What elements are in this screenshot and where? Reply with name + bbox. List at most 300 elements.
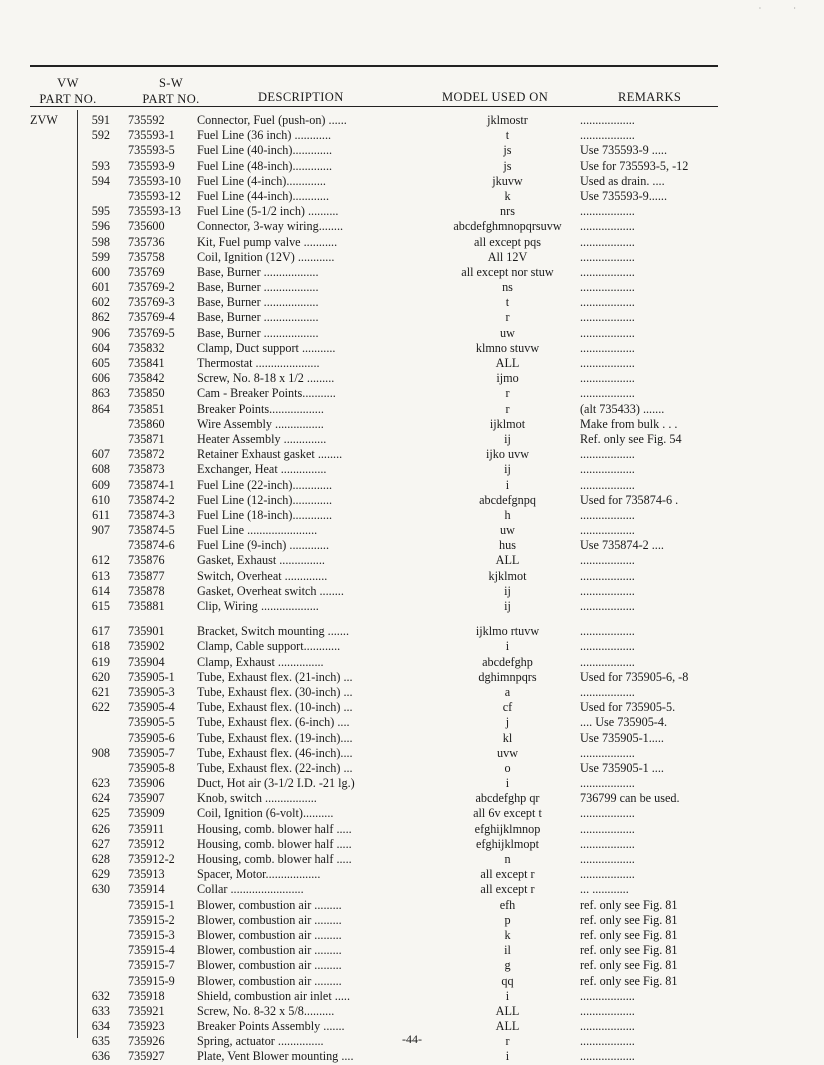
remarks: ..................: [580, 477, 635, 492]
description: Base, Burner ..................: [197, 264, 319, 279]
model-used-on: ALL: [495, 1019, 520, 1034]
sw-part-no: 735592: [128, 113, 165, 127]
sw-part-no: 735881: [128, 599, 165, 613]
model-used-on: klmno stuvw: [475, 340, 540, 355]
sw-part-no: 735915-1: [128, 897, 175, 912]
sw-part-no: 735905-4: [128, 700, 175, 715]
model-used-on: efghijklmnop: [474, 821, 541, 836]
remarks: ..................: [580, 1003, 635, 1018]
sw-part-no: 735874-5: [128, 523, 175, 538]
remarks: ..................: [580, 340, 635, 355]
model-used-on: ALL: [495, 1003, 520, 1018]
table-row: [0, 822, 824, 837]
model-used-on: abcdefghp qr: [475, 791, 540, 806]
table-row: [0, 943, 824, 958]
description: Connector, 3-way wiring........: [197, 219, 344, 234]
remarks: ..................: [580, 507, 635, 522]
vw-part-no: 592: [91, 128, 110, 143]
sw-part-no: 735912-2: [128, 852, 175, 866]
header-sw-line1: S-W: [158, 76, 184, 90]
remarks: ..................: [580, 128, 635, 143]
table-row: [0, 417, 824, 432]
vw-part-no: 622: [91, 700, 110, 715]
model-used-on: r: [505, 401, 510, 416]
header-sw-line2: PART NO.: [142, 92, 200, 106]
header-remarks: REMARKS: [618, 90, 682, 104]
vw-part-no: 863: [91, 386, 110, 401]
table-row: [0, 356, 824, 371]
sw-part-no: 735769-3: [128, 295, 175, 310]
description: Fuel Line (18-inch).............: [197, 507, 333, 522]
sw-part-no: 735914: [128, 882, 165, 897]
model-used-on: qq: [501, 973, 514, 988]
sw-part-no: 735593-12: [128, 188, 181, 203]
description: Coil, Ignition (6-volt)..........: [197, 806, 334, 821]
table-row: [0, 508, 824, 523]
table-row: [0, 569, 824, 584]
table-row: [0, 685, 824, 700]
vw-part-no: 621: [91, 684, 110, 699]
description: Breaker Points Assembly .......: [197, 1019, 345, 1034]
vw-part-no: 628: [91, 852, 110, 866]
table-row: [0, 898, 824, 913]
model-used-on: k: [504, 188, 511, 203]
remarks: ..................: [580, 1049, 635, 1064]
description: Base, Burner ..................: [197, 295, 319, 310]
remarks: Used for 735874-6 .: [580, 492, 679, 507]
remarks: ..................: [580, 1019, 635, 1034]
model-used-on: h: [504, 507, 511, 522]
remarks: ..................: [580, 386, 635, 401]
table-row: [0, 553, 824, 568]
table-row: [0, 731, 824, 746]
description: Exchanger, Heat ...............: [197, 462, 327, 477]
remarks: ..................: [580, 462, 635, 477]
remarks: ref. only see Fig. 81: [580, 897, 678, 912]
description: Tube, Exhaust flex. (19-inch)....: [197, 730, 353, 745]
vw-part-no: 605: [91, 356, 110, 370]
vw-part-no: 602: [91, 295, 110, 310]
sw-part-no: 735874-6: [128, 538, 175, 553]
table-row: [0, 867, 824, 882]
table-row: [0, 523, 824, 538]
model-used-on: ALL: [495, 553, 520, 568]
table-row: [0, 189, 824, 204]
model-used-on: ALL: [495, 356, 520, 370]
model-used-on: ij: [504, 462, 511, 477]
header-top-rule: [30, 65, 718, 67]
table-row: [0, 159, 824, 174]
description: Spring, actuator ...............: [197, 1034, 324, 1049]
model-used-on: All 12V: [487, 249, 528, 264]
sw-part-no: 735769-4: [128, 310, 175, 325]
table-row: [0, 265, 824, 280]
sw-part-no: 735923: [128, 1019, 165, 1034]
table-row: [0, 761, 824, 776]
model-used-on: r: [505, 386, 510, 401]
part-prefix: ZVW: [30, 113, 58, 127]
remarks: ..................: [580, 654, 635, 669]
description: Housing, comb. blower half .....: [197, 836, 352, 851]
table-row: [0, 806, 824, 821]
model-used-on: all 6v except t: [473, 806, 542, 821]
table-row: [0, 928, 824, 943]
vw-part-no: 625: [91, 806, 110, 821]
remarks: ..................: [580, 776, 635, 791]
description: Tube, Exhaust flex. (46-inch)....: [197, 745, 353, 760]
remarks: ..................: [580, 821, 635, 836]
remarks: Use 735905-1 ....: [580, 760, 664, 775]
model-used-on: i: [505, 776, 510, 791]
remarks: ..................: [580, 356, 635, 370]
sw-part-no: 735736: [128, 234, 165, 249]
description: Spacer, Motor..................: [197, 867, 321, 882]
sw-part-no: 735769-5: [128, 325, 175, 340]
sw-part-no: 735918: [128, 988, 165, 1003]
vw-part-no: 593: [91, 158, 110, 173]
sw-part-no: 735905-6: [128, 730, 175, 745]
table-row: [0, 852, 824, 867]
model-used-on: abcdefgnpq: [479, 492, 536, 507]
table-row: [0, 219, 824, 234]
vw-part-no: 624: [91, 791, 110, 806]
sw-part-no: 735874-2: [128, 492, 175, 507]
table-row: [0, 700, 824, 715]
remarks: ..................: [580, 371, 635, 386]
description: Fuel Line (4-inch).............: [197, 173, 326, 188]
table-row: [0, 1004, 824, 1019]
model-used-on: ijklmo rtuvw: [475, 624, 540, 639]
description: Fuel Line .......................: [197, 523, 318, 538]
table-row: [0, 958, 824, 973]
remarks: ..................: [580, 745, 635, 760]
model-used-on: k: [504, 927, 511, 942]
description: Clamp, Cable support............: [197, 639, 341, 654]
remarks: 736799 can be used.: [580, 791, 680, 806]
table-row: [0, 584, 824, 599]
model-used-on: jkuvw: [492, 173, 523, 188]
description: Fuel Line (5-1/2 inch) ..........: [197, 204, 339, 219]
vw-part-no: 632: [91, 988, 110, 1003]
description: Bracket, Switch mounting .......: [197, 624, 349, 639]
sw-part-no: 735911: [128, 821, 165, 836]
description: Blower, combustion air .........: [197, 912, 342, 927]
sw-part-no: 735902: [128, 639, 165, 654]
remarks: ..................: [580, 219, 635, 234]
remarks: Make from bulk . . .: [580, 416, 678, 431]
model-used-on: abcdefghmnopqrsuvw: [453, 219, 562, 234]
description: Fuel Line (48-inch).............: [197, 158, 333, 173]
model-used-on: a: [504, 684, 511, 699]
sw-part-no: 735593-1: [128, 128, 175, 143]
header-model-used-on: MODEL USED ON: [442, 90, 549, 104]
description: Blower, combustion air .........: [197, 973, 342, 988]
sw-part-no: 735909: [128, 806, 165, 821]
remarks: ..................: [580, 568, 635, 583]
description: Tube, Exhaust flex. (10-inch) ...: [197, 700, 353, 715]
sw-part-no: 735905-7: [128, 745, 175, 760]
vw-part-no: 596: [91, 219, 110, 234]
description: Breaker Points..................: [197, 401, 324, 416]
sw-part-no: 735769: [128, 264, 165, 279]
vw-part-no: 601: [91, 280, 110, 295]
sw-part-no: 735841: [128, 356, 165, 370]
description: Screw, No. 8-32 x 5/8..........: [197, 1003, 335, 1018]
model-used-on: i: [505, 477, 510, 492]
sw-part-no: 735851: [128, 401, 165, 416]
model-used-on: uvw: [497, 745, 518, 760]
sw-part-no: 735906: [128, 776, 165, 791]
remarks: ref. only see Fig. 81: [580, 943, 678, 958]
model-used-on: ij: [504, 583, 511, 598]
model-used-on: ij: [504, 599, 511, 613]
model-used-on: t: [505, 128, 510, 143]
model-used-on: js: [503, 158, 512, 173]
remarks: ref. only see Fig. 81: [580, 973, 678, 988]
description: Connector, Fuel (push-on) ......: [197, 113, 347, 127]
description: Switch, Overheat ..............: [197, 568, 328, 583]
table-row: [0, 371, 824, 386]
remarks: ..................: [580, 988, 635, 1003]
remarks: ..................: [580, 583, 635, 598]
description: Fuel Line (36 inch) ............: [197, 128, 332, 143]
sw-part-no: 735915-2: [128, 912, 175, 927]
description: Kit, Fuel pump valve ...........: [197, 234, 338, 249]
table-row: [0, 447, 824, 462]
description: Tube, Exhaust flex. (6-inch) ....: [197, 715, 350, 730]
remarks: ..................: [580, 234, 635, 249]
model-used-on: r: [505, 1034, 510, 1049]
remarks: ..................: [580, 280, 635, 295]
model-used-on: abcdefghp: [482, 654, 533, 669]
scan-specks: · ·: [758, 4, 796, 13]
description: Plate, Vent Blower mounting ....: [197, 1049, 354, 1064]
vw-part-no: 619: [91, 654, 110, 669]
table-row: [0, 386, 824, 401]
remarks: ref. only see Fig. 81: [580, 958, 678, 973]
remarks: ..................: [580, 867, 635, 882]
table-row: [0, 341, 824, 356]
vw-part-no: 908: [91, 745, 110, 760]
table-row: [0, 837, 824, 852]
vw-part-no: 618: [91, 639, 110, 654]
sw-part-no: 735915-3: [128, 927, 175, 942]
model-used-on: j: [505, 715, 510, 730]
sw-part-no: 735842: [128, 371, 165, 386]
model-used-on: ijklmot: [489, 416, 526, 431]
sw-part-no: 735832: [128, 340, 165, 355]
description: Housing, comb. blower half .....: [197, 852, 352, 866]
model-used-on: p: [504, 912, 511, 927]
model-used-on: uw: [500, 523, 515, 538]
vw-part-no: 591: [91, 113, 110, 127]
remarks: Used as drain. ....: [580, 173, 665, 188]
vw-part-no: 608: [91, 462, 110, 477]
remarks: ... ............: [580, 882, 629, 897]
table-row: [0, 882, 824, 897]
sw-part-no: 735927: [128, 1049, 165, 1064]
parts-table: [0, 113, 824, 1065]
remarks: ..................: [580, 310, 635, 325]
table-row: [0, 624, 824, 639]
sw-part-no: 735593-9: [128, 158, 175, 173]
vw-part-no: 604: [91, 340, 110, 355]
model-used-on: uw: [500, 325, 515, 340]
page-number: -44-: [402, 1032, 422, 1046]
table-row: [0, 715, 824, 730]
sw-part-no: 735877: [128, 568, 165, 583]
model-used-on: g: [504, 958, 511, 973]
table-row: [0, 204, 824, 219]
remarks: ..................: [580, 113, 635, 127]
sw-part-no: 735905-8: [128, 760, 175, 775]
description: Tube, Exhaust flex. (30-inch) ...: [197, 684, 353, 699]
model-used-on: o: [504, 760, 511, 775]
model-used-on: all except nor stuw: [461, 264, 554, 279]
remarks: ..................: [580, 295, 635, 310]
vw-part-no: 594: [91, 173, 110, 188]
sw-part-no: 735913: [128, 867, 165, 882]
remarks: Used for 735905-5.: [580, 700, 676, 715]
model-used-on: kjklmot: [488, 568, 527, 583]
remarks: Ref. only see Fig. 54: [580, 431, 682, 446]
sw-part-no: 735871: [128, 431, 165, 446]
sw-part-no: 735901: [128, 624, 165, 639]
remarks: Use 735905-1.....: [580, 730, 664, 745]
table-row: [0, 655, 824, 670]
model-used-on: ijmo: [496, 371, 519, 386]
description: Fuel Line (22-inch).............: [197, 477, 333, 492]
table-row: [0, 478, 824, 493]
table-row: [0, 143, 824, 158]
sw-part-no: 735915-7: [128, 958, 175, 973]
model-used-on: il: [504, 943, 511, 958]
remarks: ..................: [580, 204, 635, 219]
vw-part-no: 610: [91, 492, 110, 507]
vw-part-no: 617: [91, 624, 110, 639]
table-row: [0, 538, 824, 553]
model-used-on: all except r: [480, 882, 535, 897]
model-used-on: nrs: [500, 204, 515, 219]
model-used-on: all except pqs: [473, 234, 541, 249]
remarks: ..................: [580, 624, 635, 639]
description: Fuel Line (40-inch).............: [197, 143, 333, 158]
vw-part-no: 634: [91, 1019, 110, 1034]
remarks: ..................: [580, 325, 635, 340]
table-row: [0, 776, 824, 791]
sw-part-no: 735860: [128, 416, 165, 431]
table-row: [0, 128, 824, 143]
remarks: ref. only see Fig. 81: [580, 927, 678, 942]
table-row: [0, 913, 824, 928]
description: Shield, combustion air inlet .....: [197, 988, 351, 1003]
model-used-on: r: [505, 310, 510, 325]
vw-part-no: 629: [91, 867, 110, 882]
table-row: [0, 599, 824, 614]
sw-part-no: 735850: [128, 386, 165, 401]
description: Base, Burner ..................: [197, 280, 319, 295]
table-row: [0, 432, 824, 447]
sw-part-no: 735873: [128, 462, 165, 477]
description: Thermostat .....................: [197, 356, 320, 370]
table-row: [0, 1049, 824, 1064]
table-row: [0, 326, 824, 341]
description: Gasket, Exhaust ...............: [197, 553, 325, 568]
sw-part-no: 735593-5: [128, 143, 175, 158]
model-used-on: jklmostr: [487, 113, 528, 127]
remarks: ..................: [580, 249, 635, 264]
sw-part-no: 735872: [128, 447, 165, 462]
remarks: Use 735874-2 ....: [580, 538, 664, 553]
table-row: [0, 746, 824, 761]
vw-part-no: 623: [91, 776, 110, 791]
sw-part-no: 735905-3: [128, 684, 175, 699]
description: Heater Assembly ..............: [197, 431, 327, 446]
header-bottom-rule: [30, 106, 718, 107]
description: Collar ........................: [197, 882, 304, 897]
description: Screw, No. 8-18 x 1/2 .........: [197, 371, 335, 386]
model-used-on: efh: [499, 897, 516, 912]
table-row: [0, 639, 824, 654]
vw-part-no: 607: [91, 447, 110, 462]
remarks: (alt 735433) .......: [580, 401, 665, 416]
remarks: .... Use 735905-4.: [580, 715, 667, 730]
vw-part-no: 864: [91, 401, 110, 416]
model-used-on: cf: [502, 700, 513, 715]
model-used-on: ijko uvw: [486, 447, 529, 462]
description: Blower, combustion air .........: [197, 927, 342, 942]
table-row: [0, 462, 824, 477]
table-row: [0, 295, 824, 310]
vw-part-no: 606: [91, 371, 110, 386]
remarks: ..................: [580, 553, 635, 568]
description: Clip, Wiring ...................: [197, 599, 319, 613]
remarks: ..................: [580, 447, 635, 462]
vw-part-no: 626: [91, 821, 110, 836]
model-used-on: i: [505, 1049, 510, 1064]
table-row: [0, 493, 824, 508]
vw-part-no: 633: [91, 1003, 110, 1018]
remarks: ref. only see Fig. 81: [580, 912, 678, 927]
vw-part-no: 907: [91, 523, 110, 538]
sw-part-no: 735915-9: [128, 973, 175, 988]
remarks: ..................: [580, 264, 635, 279]
vw-part-no: 600: [91, 264, 110, 279]
remarks: ..................: [580, 806, 635, 821]
description: Base, Burner ..................: [197, 310, 319, 325]
description: Cam - Breaker Points...........: [197, 386, 336, 401]
vw-part-no: 612: [91, 553, 110, 568]
table-row: [0, 310, 824, 325]
model-used-on: t: [505, 295, 510, 310]
description: Clamp, Duct support ...........: [197, 340, 336, 355]
table-row: [0, 235, 824, 250]
sw-part-no: 735921: [128, 1003, 165, 1018]
vw-part-no: 620: [91, 669, 110, 684]
model-used-on: hus: [499, 538, 516, 553]
vw-part-no: 595: [91, 204, 110, 219]
sw-part-no: 735907: [128, 791, 165, 806]
sw-part-no: 735758: [128, 249, 165, 264]
table-row: [0, 791, 824, 806]
model-used-on: js: [503, 143, 512, 158]
sw-part-no: 735915-4: [128, 943, 175, 958]
vw-part-no: 906: [91, 325, 110, 340]
sw-part-no: 735905-1: [128, 669, 175, 684]
remarks: ..................: [580, 836, 635, 851]
description: Wire Assembly ................: [197, 416, 324, 431]
table-row: [0, 402, 824, 417]
